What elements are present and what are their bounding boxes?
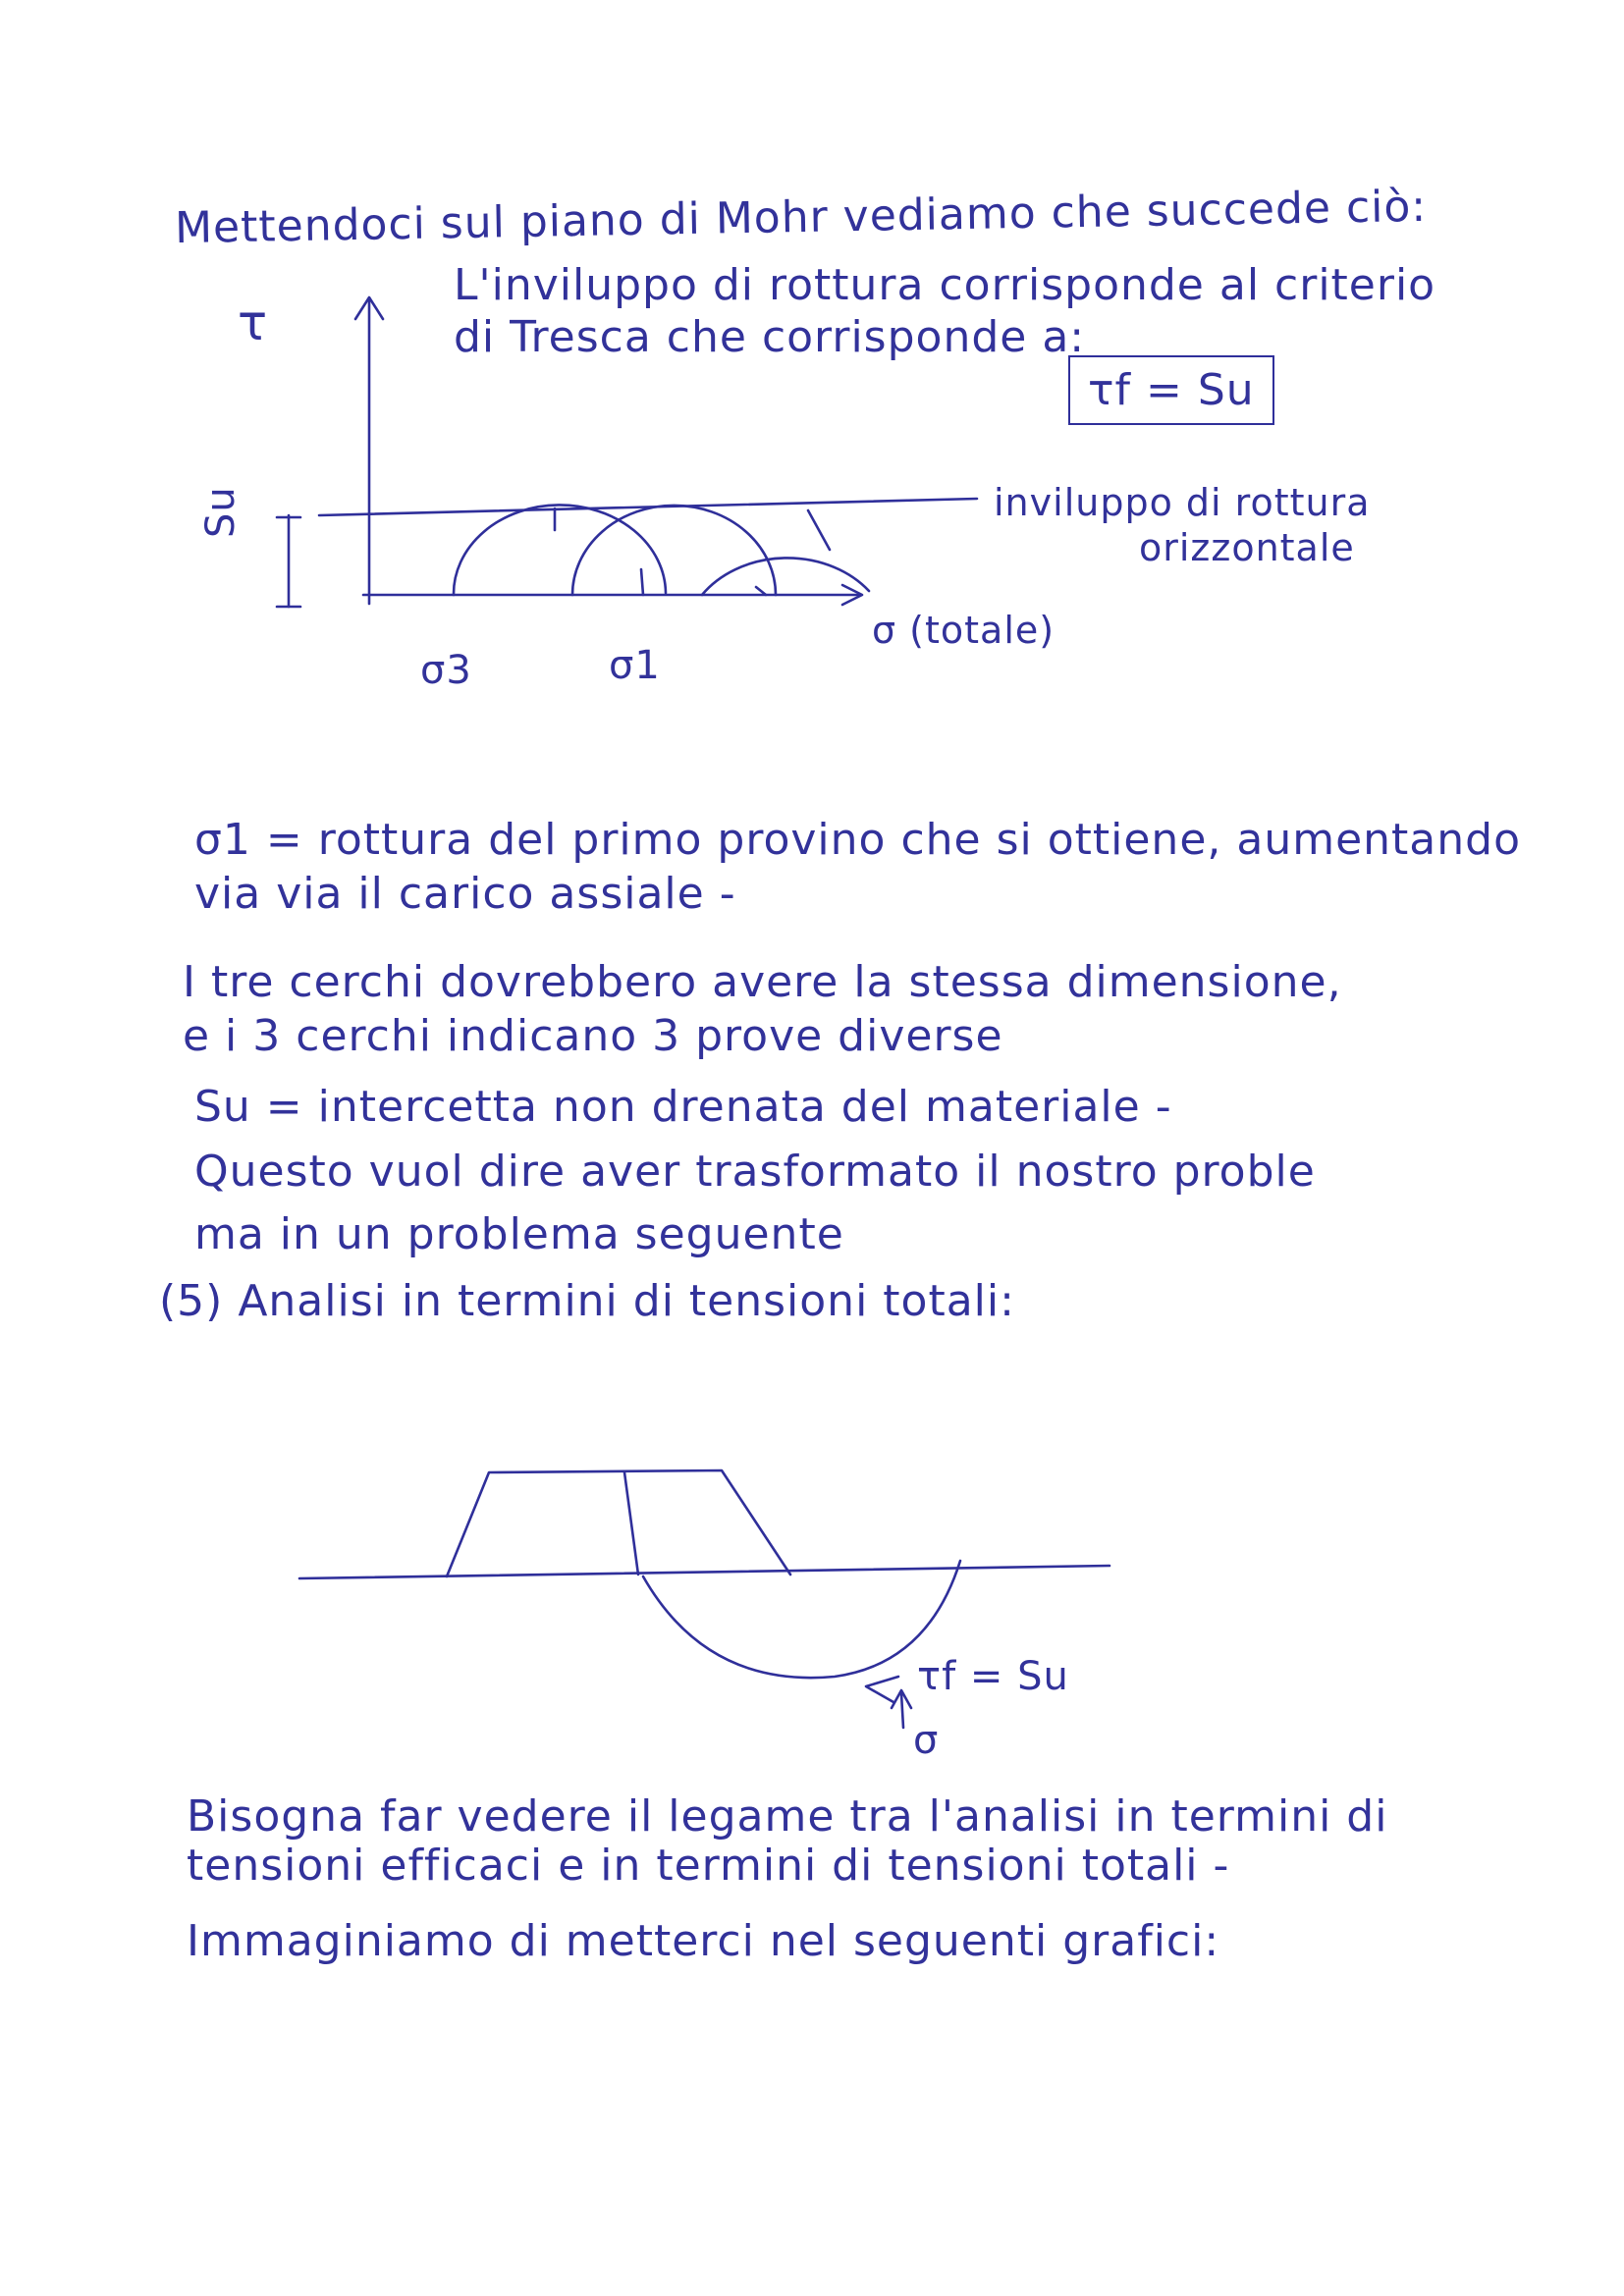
fig2-tau-label: τf = Su xyxy=(917,1654,1069,1699)
envelope-note-line-1: L'inviluppo di rottura corrisponde al criterio xyxy=(454,260,1436,310)
embankment-diagram xyxy=(299,1470,1110,1728)
slip-circle xyxy=(643,1561,960,1678)
tau-axis-label: τ xyxy=(238,294,269,351)
tau-arrow xyxy=(866,1677,898,1702)
ground-line xyxy=(299,1566,1110,1578)
sigma3-label: σ3 xyxy=(420,648,472,693)
para4-line-2: ma in un problema seguente xyxy=(194,1209,844,1259)
sigma-arrow-shaft xyxy=(901,1693,903,1728)
mohr-radius-3 xyxy=(808,510,830,550)
para5-line-2: tensioni efficaci e in termini di tensioni totali - xyxy=(187,1841,1230,1891)
section5-heading: (5) Analisi in termini di tensioni totali: xyxy=(159,1276,1015,1326)
sigma-total-label: σ (totale) xyxy=(872,609,1056,652)
para6-line: Immaginiamo di metterci nel seguenti grafici: xyxy=(187,1916,1220,1966)
para2-line-1: I tre cerchi dovrebbero avere la stessa dimensione, xyxy=(183,957,1342,1007)
para4-line-1: Questo vuol dire aver trasformato il nostro proble xyxy=(194,1147,1316,1197)
para3-line: Su = intercetta non drenata del materiale - xyxy=(194,1082,1172,1132)
embankment-divider xyxy=(624,1472,638,1575)
fig2-sigma-label: σ xyxy=(913,1718,940,1763)
mohr-circle-3 xyxy=(702,558,869,595)
envelope-label-line-1: inviluppo di rottura xyxy=(994,481,1371,524)
tresca-formula-box: τf = Su xyxy=(1068,355,1274,425)
envelope-note-line-2: di Tresca che corrisponde a: xyxy=(454,312,1086,362)
para1-line-2: via via il carico assiale - xyxy=(194,869,736,919)
intro-line: Mettendoci sul piano di Mohr vediamo che succede ciò: xyxy=(174,181,1428,254)
embankment-outline xyxy=(447,1470,790,1576)
mohr-diagram xyxy=(277,297,977,607)
su-label: Su xyxy=(198,486,244,538)
mohr-circle-1 xyxy=(454,505,666,595)
para1-line-1: σ1 = rottura del primo provino che si ottiene, aumentando xyxy=(194,815,1521,865)
mohr-circle-2 xyxy=(572,506,776,595)
para2-line-2: e i 3 cerchi indicano 3 prove diverse xyxy=(183,1011,1003,1061)
para5-line-1: Bisogna far vedere il legame tra l'analisi in termini di xyxy=(187,1791,1388,1842)
envelope-label-line-2: orizzontale xyxy=(1139,526,1355,569)
sigma1-label: σ1 xyxy=(609,643,661,688)
mohr-stem-1 xyxy=(641,569,643,595)
failure-envelope-line xyxy=(319,499,977,515)
